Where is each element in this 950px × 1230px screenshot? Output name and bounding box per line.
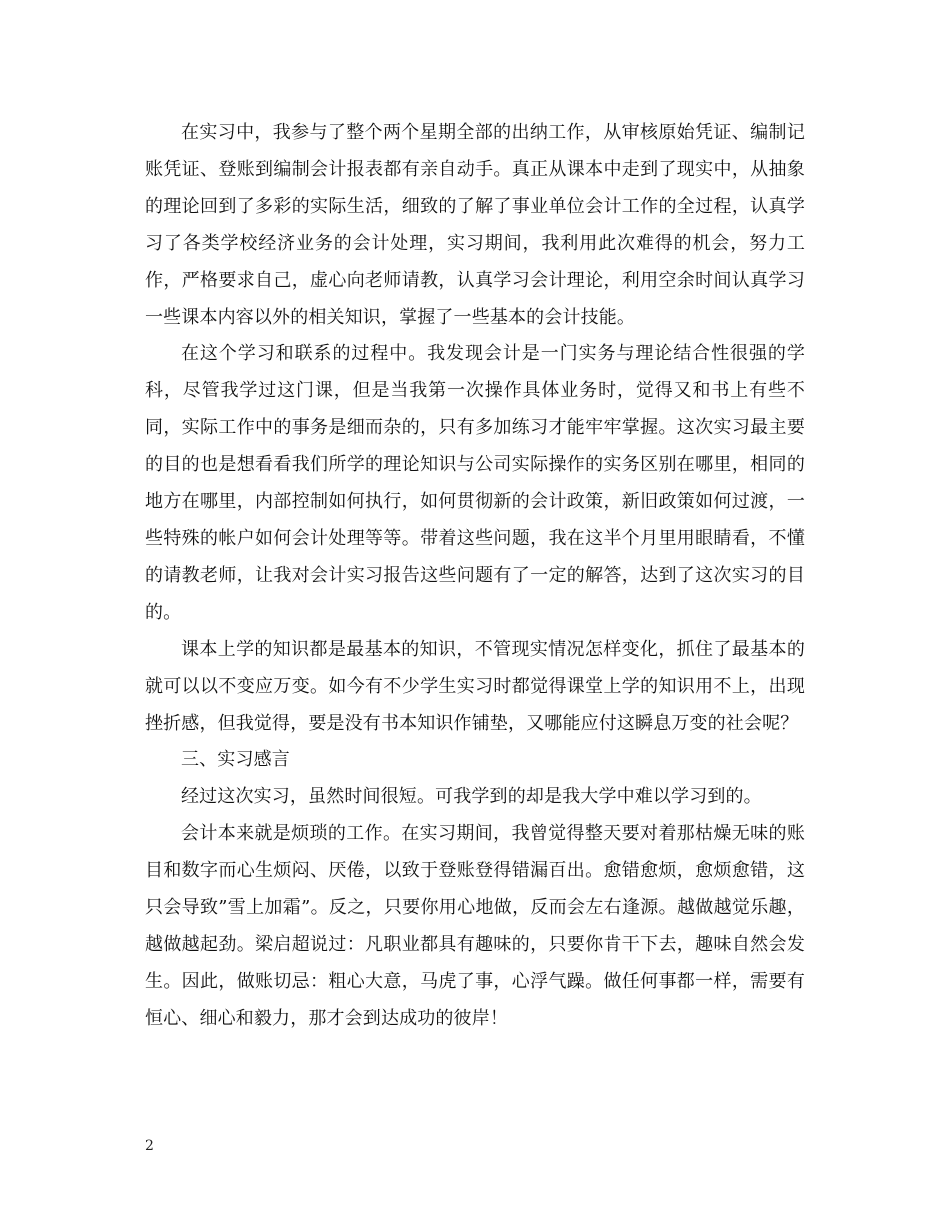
page-number: 2 [145, 1138, 154, 1154]
paragraph-internship-work: 在实习中，我参与了整个两个星期全部的出纳工作，从审核原始凭证、编制记账凭证、登账到编制会计报表都有亲自动手。真正从课本中走到了现实中，从抽象的理论回到了多彩的实际生活，细致的了解了事业单位会计工作的全过程，认真学习了各类学校经济业务的会计处理，实习期间，我利用此次难得的机会，努力工作，严格要求自己，虚心向老师请教，认真学习会计理论，利用空余时间认真学习一些课本内容以外的相关知识，掌握了一些基本的会计技能。 [145, 122, 805, 328]
document-body [145, 115, 805, 1038]
paragraph-textbook-knowledge: 课本上学的知识都是最基本的知识，不管现实情况怎样变化，抓住了最基本的就可以以不变应万变。如今有不少学生实习时都觉得课堂上学的知识用不上，出现挫折感，但我觉得，要是没有书本知识作铺垫，又哪能应付这瞬息万变的社会呢？ [145, 638, 805, 734]
paragraph-short-internship: 经过这次实习，虽然时间很短。可我学到的却是我大学中难以学习到的。 [181, 786, 762, 808]
paragraph-learning-process: 在这个学习和联系的过程中。我发现会计是一门实务与理论结合性很强的学科，尽管我学过这门课，但是当我第一次操作具体业务时，觉得又和书上有些不同，实际工作中的事务是细而杂的，只有多加练习才能牢牢掌握。这次实习最主要的目的也是想看看我们所学的理论知识与公司实际操作的实务区别在哪里，相同的地方在哪里，内部控制如何执行，如何贯彻新的会计政策，新旧政策如何过渡，一些特殊的帐户如何会计处理等等。带着这些问题，我在这半个月里用眼睛看，不懂的请教老师，让我对会计实习报告这些问题有了一定的解答，达到了这次实习的目的。 [145, 343, 805, 623]
section-heading-internship-reflections: 三、实习感言 [181, 749, 290, 771]
paragraph-accounting-attitude: 会计本来就是烦琐的工作。在实习期间，我曾觉得整天要对着那枯燥无味的账目和数字而心生烦闷、厌倦，以致于登账登得错漏百出。愈错愈烦，愈烦愈错，这只会导致”雪上加霜”。反之，只要你用心地做，反而会左右逢源。越做越觉乐趣，越做越起劲。梁启超说过：凡职业都具有趣味的，只要你肯干下去，趣味自然会发生。因此，做账切忌：粗心大意，马虎了事，心浮气躁。做任何事都一样，需要有恒心、细心和毅力，那才会到达成功的彼岸！ [145, 823, 805, 1029]
